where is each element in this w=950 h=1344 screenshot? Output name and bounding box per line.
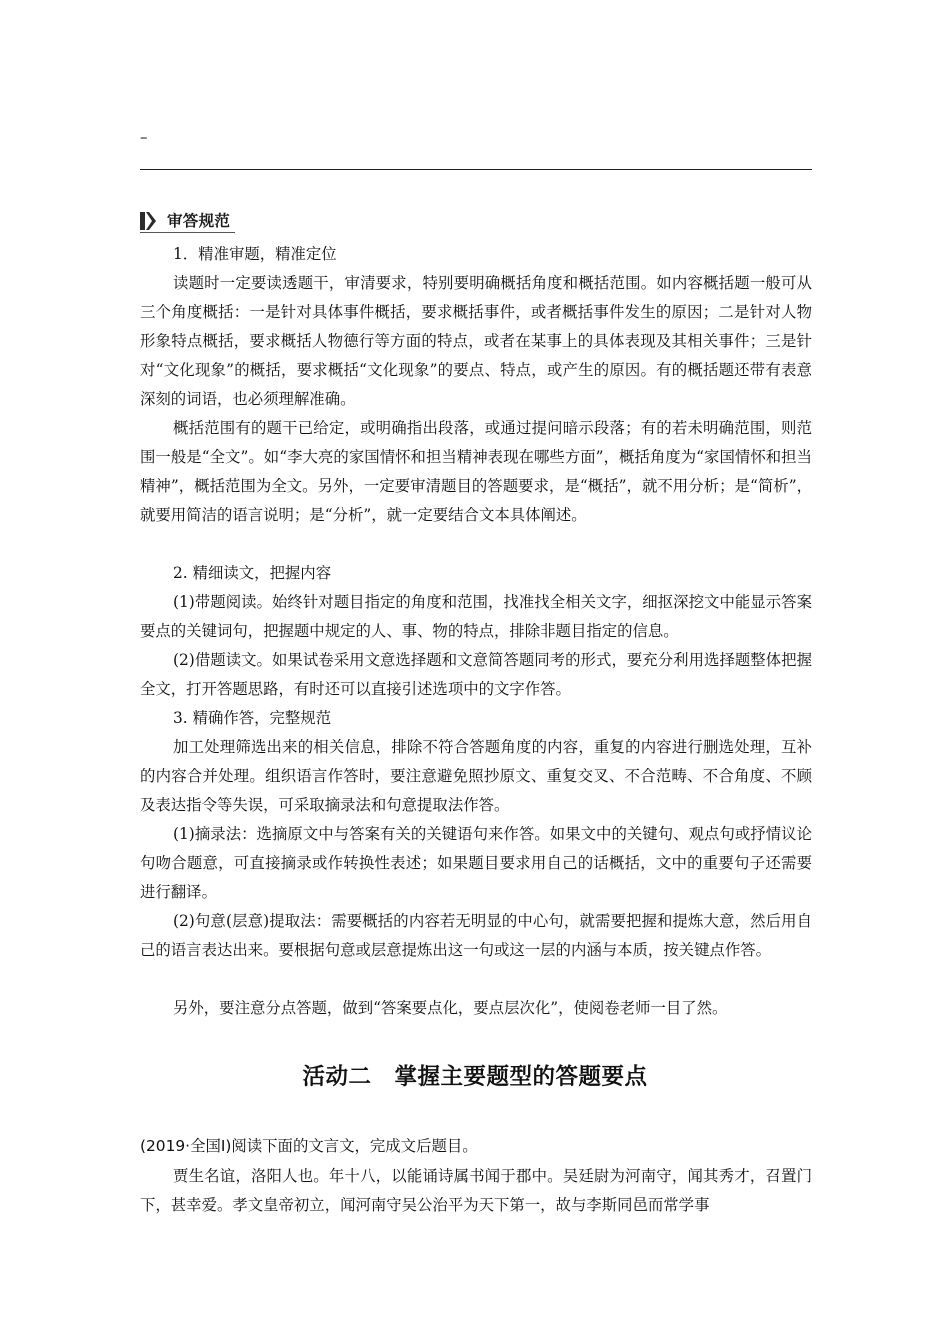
- header-mark: –: [140, 128, 148, 146]
- paragraph: (2)借题读文。如果试卷采用文意选择题和文意简答题同考的形式，要充分利用选择题整体把握全文，打开答题思路，有时还可以直接引述选项中的文字作答。: [140, 651, 812, 698]
- step-2-heading: 2. 精细读文，把握内容: [173, 564, 332, 582]
- paragraph: (1)摘录法：选摘原文中与答案有关的关键语句来作答。如果文中的关键句、观点句或抒情议论句吻合题意，可直接摘录或作转换性表述；如果题目要求用自己的话概括，文中的重要句子还需要进行翻译。: [140, 825, 812, 901]
- chevron-right-icon: [140, 212, 156, 230]
- step-1-heading: 1．精准审题，精准定位: [173, 245, 337, 263]
- activity-title: 活动二 掌握主要题型的答题要点: [302, 1064, 648, 1090]
- paragraph: 读题时一定要读透题干，审清要求，特别要明确概括角度和概括范围。如内容概括题一般可从三个角度概括：一是针对具体事件概括，要求概括事件，或者概括事件发生的原因；二是针对人物形象特点概括，要求概括人物德行等方面的特点，或者在某事上的具体表现及其相关事件；三是针对“文化现象”的概括，要求概括“文化现象”的要点、特点，或产生的原因。有的概括题还带有表意深刻的词语，也必须理解准确。: [140, 274, 812, 408]
- paragraph: 概括范围有的题干已给定，或明确指出段落，或通过提问暗示段落；有的若未明确范围，则范围一般是“全文”。如“李大亮的家国情怀和担当精神表现在哪些方面”，概括角度为“家国情怀和担当精神”，概括范围为全文。另外，一定要审清题目的答题要求，是“概括”，就不用分析；是“简析”，就要用简洁的语言说明；是“分析”，就一定要结合文本具体阐述。: [140, 419, 812, 524]
- paragraph: 另外，要注意分点答题，做到“答案要点化，要点层次化”，使阅卷老师一目了然。: [173, 999, 728, 1017]
- paragraph: (1)带题阅读。始终针对题目指定的角度和范围，找准找全相关文字，细抠深挖文中能显示答案要点的关键词句，把握题中规定的人、事、物的特点，排除非题目指定的信息。: [140, 593, 812, 640]
- header-rule: [140, 169, 812, 170]
- paragraph: 加工处理筛选出来的相关信息，排除不符合答题角度的内容，重复的内容进行删选处理，互补的内容合并处理。组织语言作答时，要注意避免照抄原文、重复交叉、不合范畴、不合角度、不顾及表达指令等失误，可采取摘录法和句意提取法作答。: [140, 738, 812, 814]
- classical-text: 贾生名谊，洛阳人也。年十八，以能诵诗属书闻于郡中。吴廷尉为河南守，闻其秀才，召置门下，甚幸爱。孝文皇帝初立，闻河南守吴公治平为天下第一，故与李斯同邑而常学事: [140, 1167, 812, 1214]
- section-label: 审答规范: [167, 212, 231, 230]
- source-line: (2019·全国Ⅰ)阅读下面的文言文，完成文后题目。: [140, 1137, 478, 1155]
- step-3-heading: 3. 精确作答，完整规范: [173, 709, 332, 727]
- paragraph: (2)句意(层意)提取法：需要概括的内容若无明显的中心句，就需要把握和提炼大意，然后用自己的语言表达出来。要根据句意或层意提炼出这一句或这一层的内涵与本质，按关键点作答。: [140, 912, 812, 959]
- section-underline: [140, 232, 235, 233]
- section-heading: [140, 210, 235, 232]
